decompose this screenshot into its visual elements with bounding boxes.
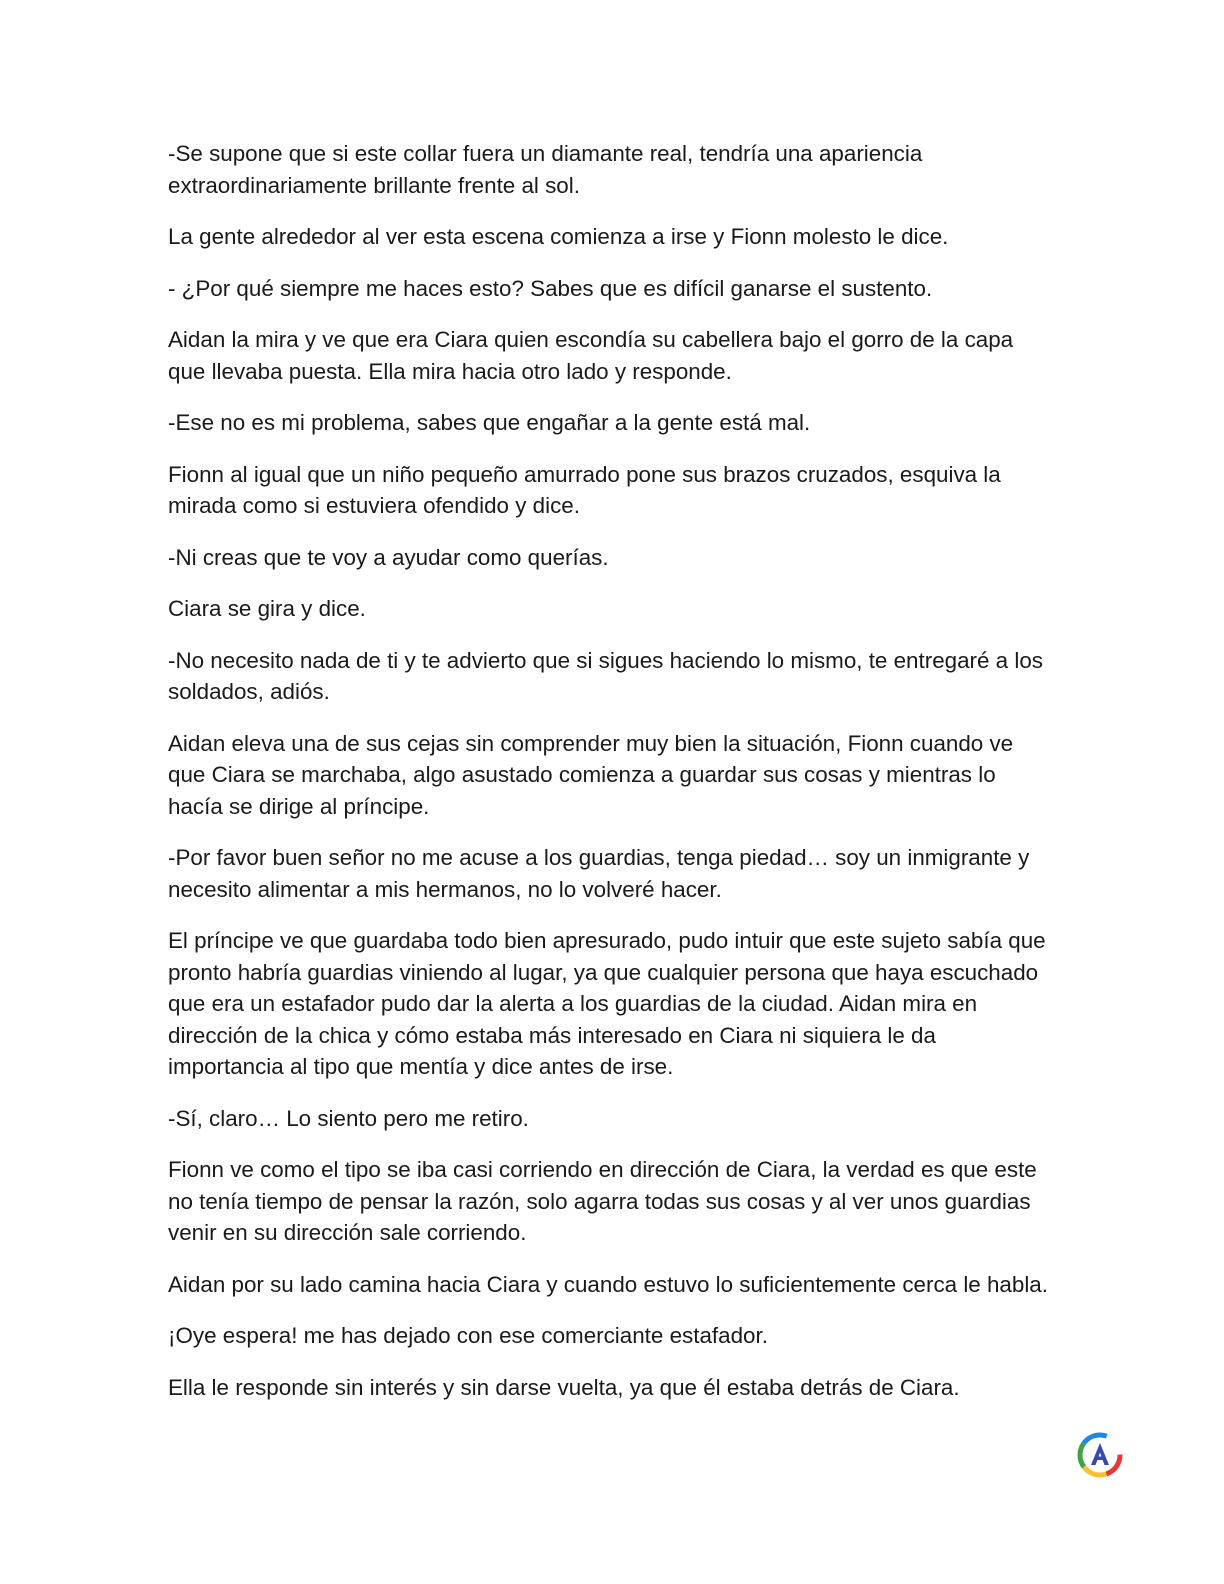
paragraph-12: El príncipe ve que guardaba todo bien apresurado, pudo intuir que este sujeto sabía que pronto habría guardias viniendo al lugar, ya que cualquier persona que haya escuchado que era un estafador pudo dar la alerta a los guardias de la ciudad. Aidan mira en dirección de la chica y cómo estaba más interesado en Ciara ni siquiera le da importancia al tipo que mentía y dice antes de irse.	[168, 928, 1046, 1079]
paragraph-7: -Ni creas que te voy a ayudar como querías.	[168, 544, 609, 570]
paragraph-5: -Ese no es mi problema, sabes que engañar a la gente está mal.	[168, 410, 811, 435]
paragraph-8: Ciara se gira y dice.	[168, 596, 366, 621]
paragraph-10: Aidan eleva una de sus cejas sin comprender muy bien la situación, Fionn cuando ve que Ciara se marchaba, algo asustado comienza a guardar sus cosas y mientras lo hacía se dirige al príncipe.	[168, 730, 1014, 819]
paragraph-17: Ella le responde sin interés y sin darse vuelta, ya que él estaba detrás de Ciara.	[168, 1374, 960, 1400]
paragraph-15: Aidan por su lado camina hacia Ciara y cuando estuvo lo suficientemente cerca le habla.	[168, 1271, 1048, 1297]
paragraph-2: La gente alrededor al ver esta escena comienza a irse y Fionn molesto le dice.	[168, 224, 949, 249]
letter-a-logo-icon	[1076, 1431, 1124, 1479]
paragraph-6: Fionn al igual que un niño pequeño amurrado pone sus brazos cruzados, esquiva la mirada como si estuviera ofendido y dice.	[168, 461, 1001, 518]
paragraph-3: - ¿Por qué siempre me haces esto? Sabes que es difícil ganarse el sustento.	[168, 275, 933, 301]
paragraph-9: -No necesito nada de ti y te advierto que si sigues haciendo lo mismo, te entregaré a los soldados, adiós.	[168, 647, 1043, 704]
document-body	[168, 138, 1048, 1423]
paragraph-16: ¡Oye espera! me has dejado con ese comerciante estafador.	[168, 1323, 768, 1348]
paragraph-1: -Se supone que si este collar fuera un diamante real, tendría una apariencia extraordinariamente brillante frente al sol.	[168, 141, 923, 198]
paragraph-11: -Por favor buen señor no me acuse a los guardias, tenga piedad… soy un inmigrante y necesito alimentar a mis hermanos, no lo volveré hacer.	[168, 845, 1030, 902]
paragraph-4: Aidan la mira y ve que era Ciara quien escondía su cabellera bajo el gorro de la capa que llevaba puesta. Ella mira hacia otro lado y responde.	[168, 327, 1014, 384]
paragraph-14: Fionn ve como el tipo se iba casi corriendo en dirección de Ciara, la verdad es que este no tenía tiempo de pensar la razón, solo agarra todas sus cosas y al ver unos guardias venir en su dirección sale corriendo.	[168, 1157, 1037, 1245]
paragraph-13: -Sí, claro… Lo siento pero me retiro.	[168, 1105, 529, 1131]
logo-letter-a	[1091, 1443, 1109, 1465]
